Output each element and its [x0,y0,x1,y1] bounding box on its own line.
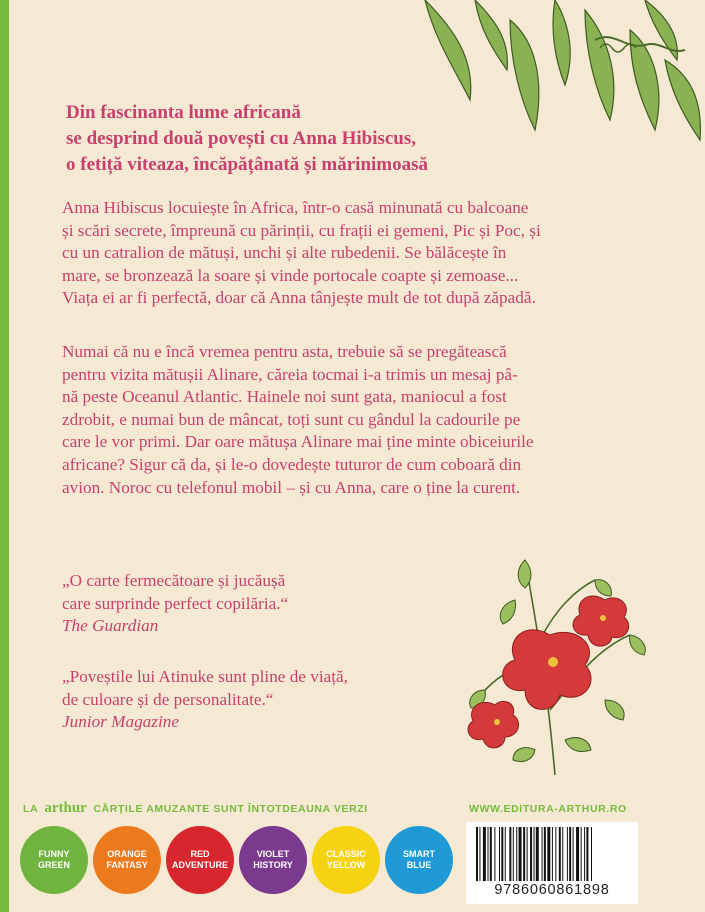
series-label: RED [190,849,210,859]
text-line: și scări secrete, împreună cu părinții, cu frații ei gemeni, Pic și Poc, și [62,220,541,240]
series-circle-orange-fantasy [93,826,161,894]
text-line: Anna Hibiscus locuiește în Africa, într-o casă minunată cu balcoane [62,198,529,217]
barcode-bar [581,827,582,881]
headline-line: o fetiță viteaza, încăpățânată și mărinimoasă [66,154,429,175]
text-line: pentru vizita mătușii Alinare, căreia tocmai i-a trimis un mesaj pâ- [62,364,518,384]
series-circle-smart-blue [385,826,453,894]
green-spine-bar [0,0,9,912]
quote-line: care surprinde perfect copilăria.“ [62,593,289,613]
barcode-bar [584,827,585,881]
text-line: care le vor primi. Dar oare mătușa Alinare mai ține minte obiceiurile [62,432,534,452]
headline-line: Din fascinanta lume africană [66,102,301,123]
barcode-bar [499,827,500,881]
review-quote-2 [62,666,442,734]
barcode-bar [505,827,506,881]
barcode-bar [527,827,528,881]
series-circle-violet-history [239,826,307,894]
description-paragraph-2 [62,341,682,499]
barcode-bar [509,827,511,881]
barcode-bar [516,827,517,881]
text-line: africane? Sigur că da, și le-o dovedește tuturor de cum coboară din [62,454,522,474]
barcode-bar [483,827,486,881]
slogan-text: CĂRȚILE AMUZANTE SUNT ÎNTOTDEAUNA VERZI [93,803,368,815]
barcode-bar [494,827,495,881]
barcode-bar [567,827,568,881]
barcode-bar [519,827,522,881]
quote-source: The Guardian [62,616,159,636]
review-quote-1 [62,570,442,638]
series-label: CLASSIC [326,849,366,859]
series-label: VIOLET [256,849,290,859]
series-label: BLUE [406,860,432,870]
barcode-bar [552,827,553,881]
slogan-prefix: LA [23,803,38,815]
barcode-bar [569,827,571,881]
quote-line: de culoare și de personalitate.“ [62,689,274,709]
text-line: nă peste Oceanul Atlantic. Hainele noi sunt gata, maniocul a fost [62,387,507,407]
text-line: zdrobit, e numai bun de mâncat, toți sunt cu gândul la cadourile pe [62,409,521,429]
barcode-bar [573,827,574,881]
barcode-bar [542,827,543,881]
barcode-bar [562,827,563,881]
series-label: ORANGE [107,849,147,859]
barcode-bar [523,827,525,881]
collection-slogan [23,800,368,817]
series-circle-funny-green [20,826,88,894]
series-label: HISTORY [253,860,293,870]
text-line: avion. Noroc cu telefonul mobil – și cu Anna, care o ține la curent. [62,477,521,497]
headline-line: se desprind două povești cu Anna Hibiscus, [66,128,417,149]
barcode-bar [530,827,532,881]
isbn-barcode [466,822,638,904]
series-label: SMART [403,849,435,859]
text-line: Viața ei ar fi perfectă, doar că Anna tânjește mult de tot după zăpadă. [62,288,536,308]
quote-line: „O carte fermecătoare și jucăușă [62,571,286,590]
description-paragraph-1 [62,197,682,310]
barcode-bar [536,827,539,881]
arthur-logo: arthur [44,800,87,816]
publisher-website: WWW.EDITURA-ARTHUR.RO [469,803,627,815]
series-label: YELLOW [326,860,366,870]
barcode-bar [501,827,503,881]
barcode-bar [591,827,592,881]
quote-source: Junior Magazine [62,712,179,732]
series-circles [20,826,460,898]
isbn-number: 9786060861898 [494,882,610,898]
barcode-bar [544,827,546,881]
barcode-bar [586,827,588,881]
barcode-bar [534,827,535,881]
barcode-bar [488,827,489,881]
barcode-bar [576,827,579,881]
series-label: FANTASY [106,860,148,870]
barcode-bars [474,827,630,883]
text-line: mare, se bronzează la soare și vinde portocale coapte și zemoase... [62,265,519,285]
series-circle-red-adventure [166,826,234,894]
barcode-bar [476,827,478,881]
barcode-bar [513,827,514,881]
barcode-bar [479,827,480,881]
text-line: Numai că nu e încă vremea pentru asta, trebuie să se pregătească [62,342,507,361]
series-label: GREEN [37,860,70,870]
series-label: FUNNY [38,849,70,859]
headline [66,100,626,178]
quote-line: „Poveștile lui Atinuke sunt pline de viață, [62,667,348,686]
barcode-bar [547,827,550,881]
series-circle-classic-yellow [312,826,380,894]
text-line: cu un catralion de mătuși, unchi și alte rubedenii. Se bălăcește în [62,243,507,263]
barcode-bar [559,827,561,881]
series-label: ADVENTURE [171,860,228,870]
barcode-bar [490,827,492,881]
barcode-bar [555,827,556,881]
hibiscus-flower-illustration [455,540,655,780]
